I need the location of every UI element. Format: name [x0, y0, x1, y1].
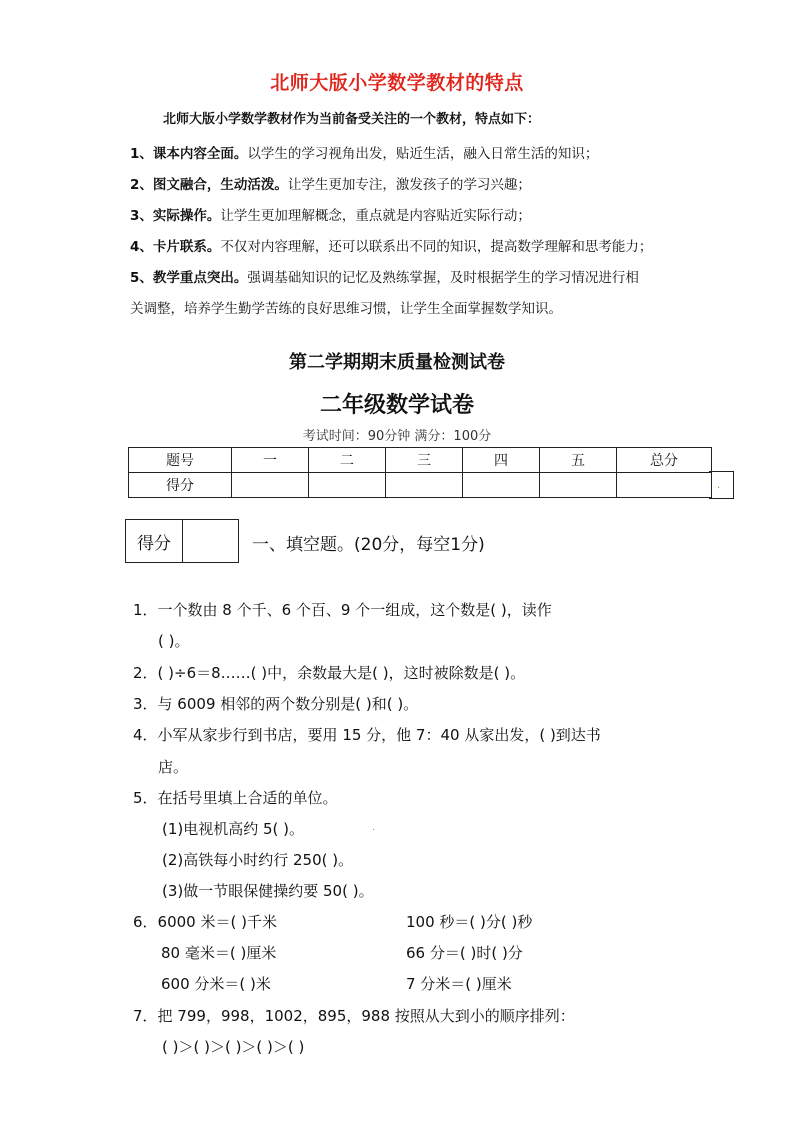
header-cell: 题号 [129, 448, 232, 473]
section-score-box [125, 519, 239, 563]
feature-heading: 4、卡片联系。 [130, 239, 221, 255]
question-3: 3．与 6009 相邻的两个数分别是( )和( )。 [133, 695, 419, 713]
question-6-right-3: 7 分米＝( )厘米 [406, 975, 512, 993]
stray-mark: . [372, 822, 376, 833]
question-5: 5．在括号里填上合适的单位。 [133, 789, 338, 807]
feature-text: 以学生的学习视角出发，贴近生活，融入日常生活的知识； [247, 146, 599, 162]
score-cell[interactable] [463, 473, 540, 498]
question-5-1: (1)电视机高约 5( )。 [162, 820, 305, 838]
feature-text: 让学生更加理解概念，重点就是内容贴近实际行动； [220, 208, 531, 224]
score-table-score-row [129, 473, 712, 498]
question-6-right-1: 100 秒＝( )分( )秒 [406, 913, 533, 931]
feature-text: 强调基础知识的记忆及熟练掌握，及时根据学生的学习情况进行相 [247, 270, 639, 286]
feature-item [130, 142, 598, 162]
score-table [128, 447, 712, 498]
header-cell: 三 [386, 448, 463, 473]
header-cell: 四 [463, 448, 540, 473]
score-cell[interactable] [309, 473, 386, 498]
exam-title: 第二学期期末质量检测试卷 [289, 352, 505, 373]
feature-text: 不仅对内容理解，还可以联系出不同的知识，提高数学理解和思考能力； [220, 239, 653, 255]
document-title: 北师大版小学数学教材的特点 [270, 72, 524, 94]
header-cell: 五 [540, 448, 617, 473]
question-6-left-1: 6．6000 米＝( )千米 [133, 913, 277, 931]
score-cell[interactable] [540, 473, 617, 498]
row-label: 得分 [129, 473, 232, 498]
score-cell[interactable] [386, 473, 463, 498]
question-5-3: (3)做一节眼保健操约要 50( )。 [162, 882, 374, 900]
question-6-left-3: 600 分米＝( )米 [161, 975, 271, 993]
feature-item [130, 235, 652, 255]
question-2: 2．( )÷6＝8……( )中，余数最大是( )，这时被除数是( )。 [133, 664, 526, 682]
score-table-header-row [129, 448, 712, 473]
feature-text: 让学生更加专注，激发孩子的学习兴趣； [287, 177, 531, 193]
feature-continuation: 关调整，培养学生勤学苦练的良好思维习惯，让学生全面掌握数学知识。 [130, 301, 562, 317]
feature-heading: 1、课本内容全面。 [130, 146, 248, 162]
score-cell[interactable] [617, 473, 712, 498]
question-6-right-2: 66 分＝( )时( )分 [406, 944, 523, 962]
question-7: 7．把 799，998，1002，895，988 按照从大到小的顺序排列： [133, 1007, 575, 1025]
feature-heading: 3、实际操作。 [130, 208, 221, 224]
question-6-left-2: 80 毫米＝( )厘米 [161, 944, 277, 962]
header-cell: 一 [232, 448, 309, 473]
feature-heading: 2、图文融合，生动活泼。 [130, 177, 288, 193]
table-extra-cell [709, 471, 734, 499]
header-cell: 二 [309, 448, 386, 473]
question-5-2: (2)高铁每小时约行 250( )。 [162, 851, 354, 869]
score-box-label: 得分 [126, 520, 183, 562]
question-4: 4．小军从家步行到书店，要用 15 分，他 7：40 从家出发，( )到达书 [133, 726, 601, 744]
stray-mark: . [717, 480, 721, 491]
question-7-blanks: ( )＞( )＞( )＞( )＞( ) [162, 1038, 305, 1056]
question-1: 1．一个数由 8 个千、6 个百、9 个一组成，这个数是( )，读作 [133, 601, 552, 619]
intro-text: 北师大版小学数学教材作为当前备受关注的一个教材，特点如下： [163, 112, 541, 127]
question-4-cont: 店。 [158, 758, 189, 776]
header-cell: 总分 [617, 448, 712, 473]
section-heading: 一、填空题。(20分，每空1分) [252, 535, 485, 555]
question-1-cont: ( )。 [158, 632, 190, 650]
exam-subject-title: 二年级数学试卷 [319, 393, 474, 418]
feature-item [130, 173, 531, 193]
feature-item [130, 204, 531, 224]
score-cell[interactable] [232, 473, 309, 498]
score-box-blank[interactable] [183, 520, 238, 562]
feature-heading: 5、教学重点突出。 [130, 270, 248, 286]
feature-item [130, 266, 639, 286]
exam-info: 考试时间：90分钟 满分：100分 [302, 429, 492, 444]
